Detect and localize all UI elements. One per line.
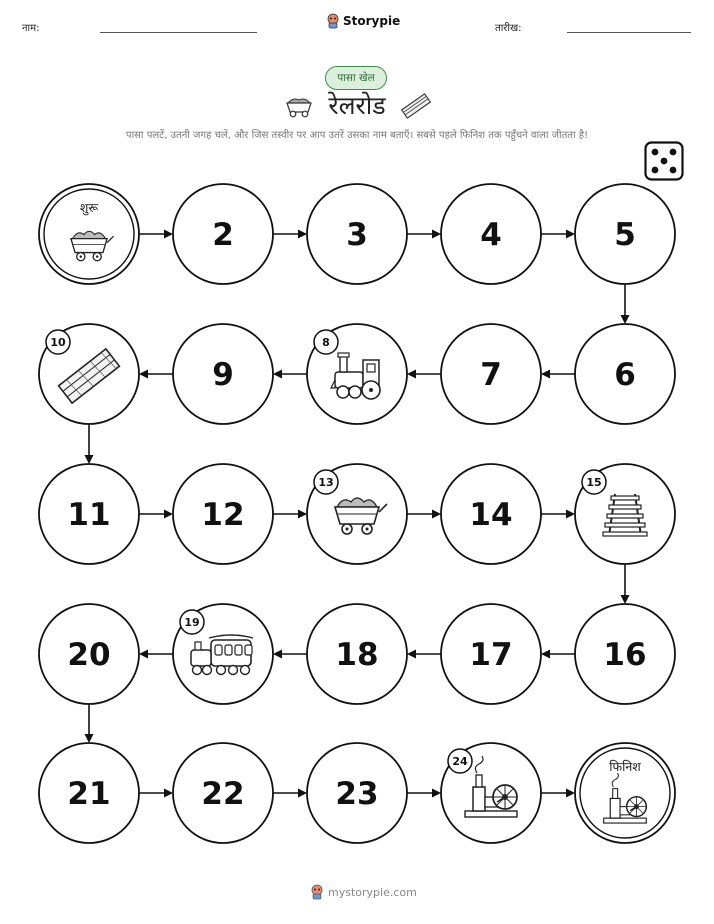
board-space — [441, 464, 541, 564]
footer-mascot-icon — [310, 884, 324, 900]
board-space — [307, 604, 407, 704]
board-space — [39, 604, 139, 704]
space-number: 7 — [480, 357, 502, 393]
space-number-badge — [448, 749, 472, 773]
path-arrow — [621, 284, 630, 324]
footer — [310, 884, 417, 900]
space-number: 17 — [469, 637, 513, 673]
board-space — [39, 324, 139, 424]
space-label: फिनिश — [609, 759, 641, 774]
space-number: 4 — [480, 217, 502, 253]
space-number-badge — [314, 330, 338, 354]
path-arrow — [407, 510, 441, 519]
space-number-badge — [46, 330, 70, 354]
board-space — [307, 743, 407, 843]
board-space — [39, 464, 139, 564]
path-arrow — [273, 650, 307, 659]
path-arrow — [407, 650, 441, 659]
board-space — [173, 604, 273, 704]
svg-text:15: 15 — [586, 476, 602, 489]
path-arrow — [407, 789, 441, 798]
path-arrow — [85, 424, 94, 464]
space-number: 5 — [614, 217, 636, 253]
board-space — [575, 464, 675, 564]
instructions-text: पासा पलटें, उतनी जगह चलें, और जिस तस्वीर पर आप उतरें उसका नाम बताएँ। सबसे पहले फिनिश तक पहुँचने वाला जीतता है! — [125, 130, 589, 141]
svg-text:24: 24 — [452, 755, 468, 768]
path-arrow — [273, 230, 307, 239]
board-space — [575, 324, 675, 424]
path-arrow — [541, 510, 575, 519]
path-arrow — [139, 230, 173, 239]
path-arrow — [541, 230, 575, 239]
path-arrow — [541, 789, 575, 798]
space-number-badge — [582, 470, 606, 494]
path-arrow — [407, 370, 441, 379]
path-arrow — [273, 510, 307, 519]
board-space — [173, 464, 273, 564]
path-arrow — [273, 370, 307, 379]
space-number: 21 — [67, 776, 111, 812]
path-arrow — [139, 510, 173, 519]
board-space — [575, 604, 675, 704]
space-number: 23 — [335, 776, 379, 812]
space-label: शुरू — [79, 200, 99, 215]
name-label: नाम: — [22, 23, 40, 34]
path-arrow — [85, 704, 94, 743]
path-arrow — [541, 370, 575, 379]
board-space — [307, 184, 407, 284]
board-space — [173, 743, 273, 843]
path-arrow — [139, 789, 173, 798]
finish-space — [575, 743, 675, 843]
board-space — [441, 184, 541, 284]
space-number: 6 — [614, 357, 636, 393]
space-number-badge — [314, 470, 338, 494]
board-space — [441, 743, 541, 843]
space-number: 9 — [212, 357, 234, 393]
board-space — [575, 184, 675, 284]
space-number-badge — [180, 610, 204, 634]
board-space — [307, 324, 407, 424]
space-number: 2 — [212, 217, 234, 253]
board-space — [173, 324, 273, 424]
svg-text:8: 8 — [322, 336, 330, 349]
brand-name: Storypie — [343, 14, 401, 28]
board-space — [173, 184, 273, 284]
board-space — [307, 464, 407, 564]
path-arrow — [139, 370, 173, 379]
space-number: 18 — [335, 637, 379, 673]
path-arrow — [273, 789, 307, 798]
space-number: 22 — [201, 776, 245, 812]
start-space — [39, 184, 139, 284]
board-space — [39, 743, 139, 843]
game-type-badge: पासा खेल — [325, 66, 387, 90]
space-number: 12 — [201, 497, 245, 533]
path-arrow — [541, 650, 575, 659]
space-number: 14 — [469, 497, 513, 533]
space-number: 11 — [67, 497, 111, 533]
svg-text:13: 13 — [318, 476, 334, 489]
page-title: रेलरोड — [328, 91, 386, 120]
svg-text:10: 10 — [50, 336, 66, 349]
path-arrow — [621, 564, 630, 604]
path-arrow — [139, 650, 173, 659]
footer-url[interactable]: mystorypie.com — [328, 885, 417, 899]
space-number: 20 — [67, 637, 111, 673]
space-number: 3 — [346, 217, 368, 253]
space-number: 16 — [603, 637, 647, 673]
board-space — [441, 324, 541, 424]
date-label: तारीख: — [495, 23, 522, 34]
path-arrow — [407, 230, 441, 239]
svg-text:19: 19 — [184, 616, 200, 629]
board-space — [441, 604, 541, 704]
